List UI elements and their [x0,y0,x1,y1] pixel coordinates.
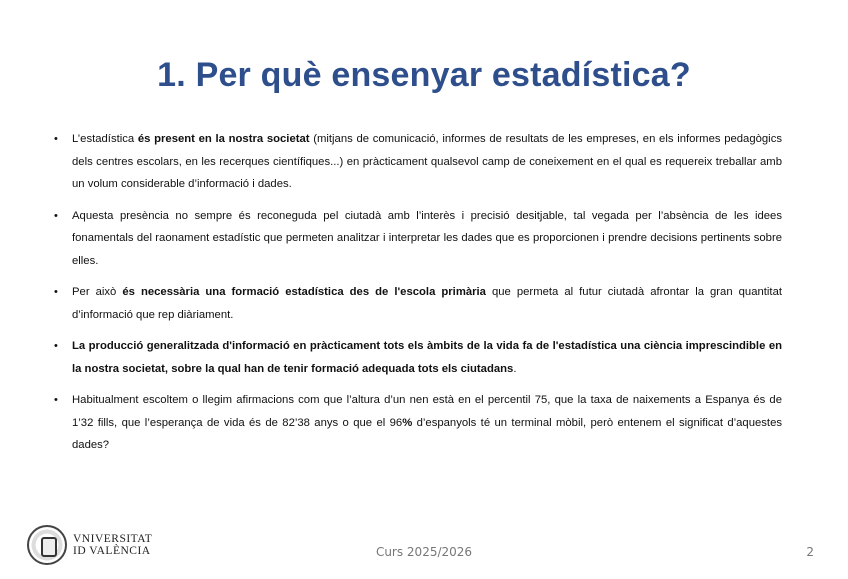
bullet-text: Aquesta presència no sempre és reconeguda pel ciutadà amb l’interès i precisió desitjable, tal vegada per l’absència de les idees fonamentals del raonament estadístic que permeten analitzar i interpretar les dades que es proporcionen i prendre decisions pertinents sobre elles. [72,209,782,267]
bullet-dot-icon: • [54,286,58,298]
bullet-item [52,335,782,380]
bullet-dot-icon: • [54,209,58,222]
course-label: Curs 2025/2026 [375,545,473,559]
bullet-item [52,281,782,326]
slide-title: 1. Per què ensenyar estadística? [157,56,691,94]
bullet-text: . [513,362,517,375]
logo-line-2: ID VALÈNCIA [73,545,151,557]
bullet-text-bold: és necessària una formació estadística des de l'escola primària [122,286,486,298]
bullet-item [52,205,782,273]
bullet-text-bold: és present en la nostra societat [137,133,310,145]
bullet-item [52,389,782,457]
bullet-text-bold: La producció generalitzada d'informació en pràcticament tots els àmbits de la vida fa de l'estadística una ciència imprescindible en la nostra societat, sobre la qual han de tenir formació adequada tots els ciutadans [72,340,782,375]
bullet-list [52,128,782,466]
bullet-item [52,128,782,196]
bullet-dot-icon: • [54,133,58,145]
bullet-dot-icon: • [54,340,58,352]
bullet-text: L’estadística [72,133,138,145]
bullet-dot-icon: • [54,394,58,406]
bullet-text: d’espanyols té un terminal mòbil, però entenem el significat d’aquestes dades? [72,416,782,451]
bullet-text: Per això [72,286,123,298]
page-number: 2 [806,545,814,559]
bullet-text: que permeta al futur ciutadà afrontar la gran quantitat d’informació que rep diàriament. [72,286,782,321]
bullet-text-bold: % [402,416,413,429]
bullet-text: (mitjans de comunicació, informes de resultats de les empreses, en els informes pedagògics dels centres escolars, en les recerques científiques...) en pràcticament qualsevol camp de coneixement en el qual es requereix treballar amb un volum considerable d’informació i dades. [72,133,782,190]
bullet-text: Habitualment escoltem o llegim afirmacions com que l’altura d’un nen està en el percentil 75, que la taxa de naixements a Espanya és de 1’32 fills, que l’esperança de vida és de 82’38 anys o que el 96 [72,394,782,429]
logo-line-1: VNIVERSITAT [73,533,153,545]
